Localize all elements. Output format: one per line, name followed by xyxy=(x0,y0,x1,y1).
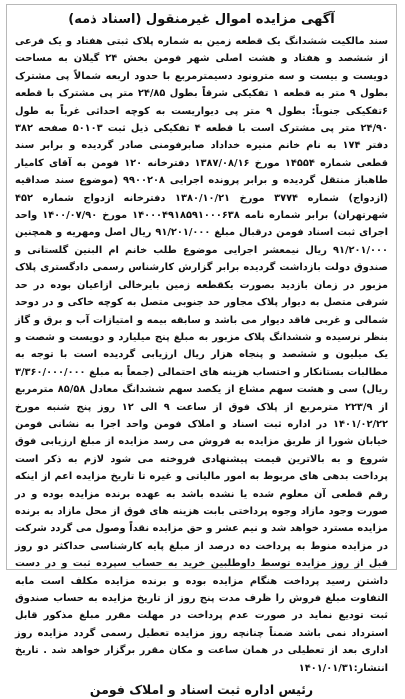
notice-signature: رئیس اداره ثبت اسناد و املاک فومن xyxy=(89,682,314,698)
notice-title: آگهی مزایده اموال غیرمنقول (اسناد ذمه) xyxy=(68,12,335,27)
notice-frame xyxy=(6,4,397,698)
notice-body: سند مالکیت ششدانگ یک قطعه زمین به شماره پلاک ثبتی هفتاد و یک فرعی از ششصد و هفتاد و هشت اصلی شهر فومن بخش ۲۴ گیلان به مساحت دویست و بیست و سه مترونود دسیمترمربع با حدود اربعه شمالاً پی مشترک بطول ۹ متر به قطعه ۱ تفکیکی شرقاً بطول ۲۴/۸۵ متر پی مشترک با قطعه ۶تفکیکی جنوباً: بطول ۹ متر پی دیواریست به کوچه احداثی غرباً به طول ۲۴/۹۰ متر پی مشترک است با قطعه ۴ تفکیکی ذیل ثبت ۵۰۱۰۳ صفحه ۳۸۲ دفتر ۱۷۴ به نام خانم منیره خداداد صابرفومنی صادر گردیده و برابر سند قطعی شماره ۱۴۵۵۴ مورخ ۱۳۸۷/۰۸/۱۶ دفترخانه ۱۲۰ فومن به آقای کامیار طاهباز منتقل گردیده و برابر پرونده اجرایی ۹۹۰۰۲۰۸ (موضوع سند صداقیه (ازدواج) شماره ۳۷۷۴ مورخ ۱۳۸۰/۱۰/۲۱ دفترخانه ازدواج شماره ۴۵۲ شهرتهران) برابر شماره نامه ۱۴۰۰۰۴۹۱۸۵۹۱۰۰۰۶۳۸ مورخ ۱۴۰۰/۰۷/۹۰ واحد اجرای ثبت اسناد فومن درقبال مبلغ ۹۱/۲۰۱/۰۰۰ ریال اصل ومهریه و همچنین ۹۱/۲۰۱/۰۰۰ ریال نیمعشر اجرایی موضوع طلب خانم ام البنین گلستانی و صندوق دولت بازداشت گردیده برابر گزارش کارشناس رسمی دادگستری پلاک مزبور در زمان بازدید بصورت یکقطعه زمین بایرخالی ازاعیان بوده در حد شرقی متصل به دیوار پلاک مجاور حد جنوبی متصل به کوچه خاکی و در دوحد شمالی و غربی فاقد دیوار می باشد و سابقه بیمه و امتیازات آب و برق و گاز بنظر نرسیده و ششدانگ پلاک مزبور به مبلغ پنج میلیارد و دویست و شصت و یک میلیون و ششصد و پنجاه هزار ریال ارزیابی گردیده است با توجه به مطالبات بستانکار و احتساب هزینه های احتمالی (جمعاً به مبلغ ۳/۳۶۰/۰۰۰/۰۰۰ ریال) سی و هشت سهم مشاع از یکصد سهم ششدانگ معادل ۸۵/۵۸ مترمربع از ۲۲۳/۹ مترمربع از پلاک فوق از ساعت ۹ الی ۱۲ روز پنج شنبه مورخ ۱۴۰۱/۰۲/۲۲ در اداره ثبت اسناد و املاک فومن واحد اجرا به نشانی فومن خیابان شورا از طریق مزایده به فروش می رسد مزایده از مبلغ ارزیابی فوق شروع و به بالاترین قیمت پیشنهادی فروخته می شود لازم به ذکر است پرداخت بدهی های مربوط به امور مالیاتی و غیره تا تاریخ مزایده اعم از اینکه رقم قطعی آن معلوم شده یا نشده باشد به عهده برنده مزایده بوده و در صورت وجود مازاد وجوه پرداختی بابت هزینه های فوق از محل مازاد به برنده مزایده مسترد خواهد شد و نیم عشر و حق مزایده نقداً وصول می گردد شرکت در مزایده منوط به پرداخت ده درصد از مبلغ پایه کارشناسی حداکثر دو روز قبل از روز مزایده توسط داوطلبین خرید به حساب سپرده ثبت و در دست داشتن رسید پرداخت هنگام مزایده بوده و برنده مزایده مکلف است مابه التفاوت مبلغ فروش را ظرف مدت پنج روز از تاریخ مزایده به حساب صندوق ثبت تودیع نماید در صورت عدم پرداخت در مهلت مقرر مبلغ مذکور قابل استرداد نمی باشد ضمناً چنانچه روز مزایده تعطیل رسمی گردد مزایده روز اداری بعد از تعطیلی در همان ساعت و مکان مقرر برگزار خواهد شد . تاریخ انتشار:۱۴۰۱/۰۱/۳۱ xyxy=(15,36,389,674)
